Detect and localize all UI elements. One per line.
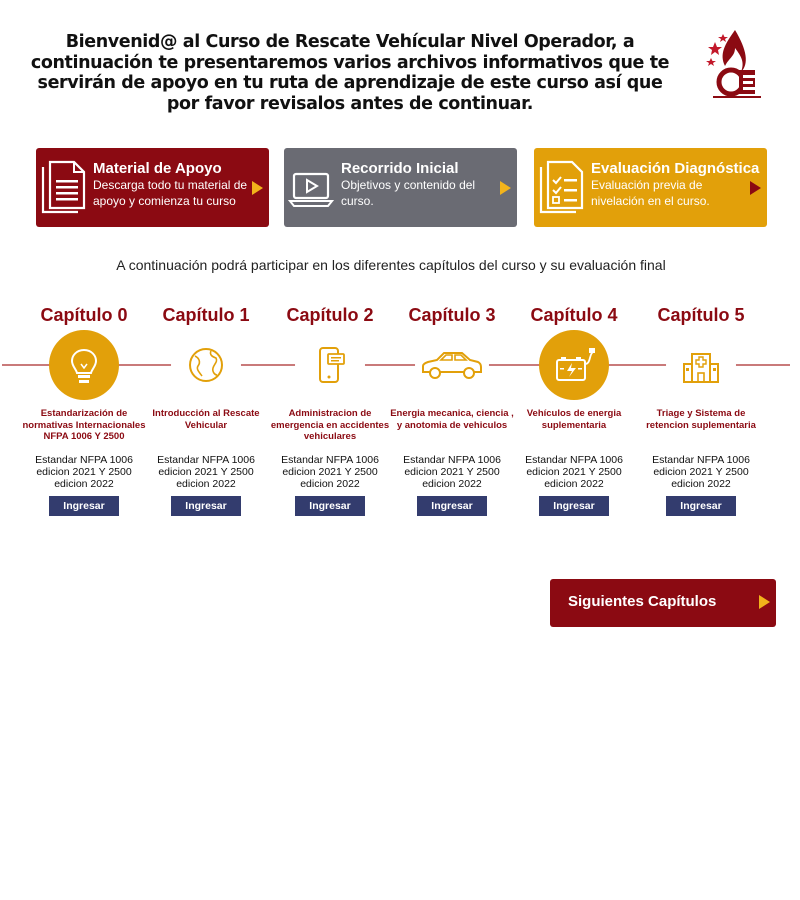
chapter-standard: Estandar NFPA 1006 edicion 2021 Y 2500 edicion 2022 bbox=[281, 454, 379, 490]
chapter-name: Administracion de emergencia en accidentes vehiculares bbox=[270, 408, 390, 442]
chapter-3 bbox=[390, 300, 514, 516]
chapter-name: Vehículos de energia suplementaria bbox=[526, 408, 622, 431]
card-title: Evaluación Diagnóstica bbox=[591, 160, 760, 177]
lightbulb-icon bbox=[61, 342, 107, 388]
chapter-standard: Estandar NFPA 1006 edicion 2021 Y 2500 edicion 2022 bbox=[157, 454, 255, 490]
chapter-title: Capítulo 5 bbox=[657, 305, 745, 325]
evaluacion-diagnostica-card[interactable] bbox=[534, 148, 767, 227]
globe-icon bbox=[183, 342, 229, 388]
chapter-name: Triage y Sistema de retencion suplementaria bbox=[646, 408, 756, 431]
chapter-standard: Estandar NFPA 1006 edicion 2021 Y 2500 edicion 2022 bbox=[525, 454, 623, 490]
chapter-standard: Estandar NFPA 1006 edicion 2021 Y 2500 edicion 2022 bbox=[35, 454, 133, 490]
chapter-name: Introducción al Rescate Vehicular bbox=[152, 408, 260, 431]
ingresar-button[interactable]: Ingresar bbox=[295, 496, 365, 516]
chapter-title: Capítulo 3 bbox=[408, 305, 496, 325]
play-arrow-icon bbox=[252, 181, 263, 195]
laptop-play-icon bbox=[288, 160, 334, 214]
battery-plug-icon bbox=[551, 342, 597, 388]
chapter-icon-circle bbox=[171, 330, 241, 400]
chapter-icon-circle bbox=[295, 330, 365, 400]
chapter-0 bbox=[22, 300, 146, 516]
ingresar-button[interactable]: Ingresar bbox=[171, 496, 241, 516]
fire-logo-icon bbox=[705, 28, 763, 100]
ingresar-button[interactable]: Ingresar bbox=[417, 496, 487, 516]
chapter-icon-circle bbox=[415, 330, 489, 400]
siguientes-capitulos-button[interactable] bbox=[550, 579, 776, 627]
ingresar-button[interactable]: Ingresar bbox=[539, 496, 609, 516]
recorrido-inicial-card[interactable] bbox=[284, 148, 517, 227]
chapter-title: Capítulo 0 bbox=[40, 305, 128, 325]
ingresar-button[interactable]: Ingresar bbox=[49, 496, 119, 516]
chapter-title: Capítulo 2 bbox=[286, 305, 374, 325]
chapter-icon-circle bbox=[666, 330, 736, 400]
play-arrow-icon bbox=[500, 181, 511, 195]
hospital-icon bbox=[678, 342, 724, 388]
chapter-2 bbox=[268, 300, 392, 516]
chapter-1 bbox=[144, 300, 268, 516]
chapter-title: Capítulo 4 bbox=[530, 305, 618, 325]
chapter-icon-circle bbox=[49, 330, 119, 400]
chapter-title: Capítulo 1 bbox=[162, 305, 250, 325]
chapter-name: Energia mecanica, ciencia , y anotomia de vehiculos bbox=[390, 408, 514, 431]
checklist-icon bbox=[538, 160, 584, 214]
ingresar-button[interactable]: Ingresar bbox=[666, 496, 736, 516]
play-arrow-icon bbox=[759, 595, 770, 609]
card-description: Objetivos y contenido del curso. bbox=[341, 178, 476, 208]
card-title: Material de Apoyo bbox=[93, 160, 222, 177]
chapter-standard: Estandar NFPA 1006 edicion 2021 Y 2500 edicion 2022 bbox=[652, 454, 750, 490]
card-description: Evaluación previa de nivelación en el curso. bbox=[591, 178, 710, 208]
intro-text: Bienvenid@ al Curso de Rescate Vehícular Nivel Operador, a continuación te presentaremos varios archivos informativos que te servirán de apoyo en tu ruta de aprendizaje de este curso así que por favor revisalos antes de continuar. bbox=[30, 32, 670, 114]
chapter-standard: Estandar NFPA 1006 edicion 2021 Y 2500 edicion 2022 bbox=[403, 454, 501, 490]
car-icon bbox=[419, 342, 485, 388]
phone-message-icon bbox=[307, 342, 353, 388]
chapters-subtitle: A continuación podrá participar en los diferentes capítulos del curso y su evaluación final bbox=[116, 257, 666, 273]
chapter-5 bbox=[639, 300, 763, 516]
document-icon bbox=[40, 160, 86, 214]
chapter-4 bbox=[512, 300, 636, 516]
material-de-apoyo-card[interactable] bbox=[36, 148, 269, 227]
card-title: Recorrido Inicial bbox=[341, 160, 459, 177]
chapter-icon-circle bbox=[539, 330, 609, 400]
play-arrow-icon bbox=[750, 181, 761, 195]
chapter-name: Estandarización de normativas Internacionales NFPA 1006 Y 2500 bbox=[22, 408, 146, 442]
card-description: Descarga todo tu material de apoyo y comienza tu curso bbox=[93, 178, 248, 208]
next-button-label: Siguientes Capítulos bbox=[568, 593, 717, 610]
